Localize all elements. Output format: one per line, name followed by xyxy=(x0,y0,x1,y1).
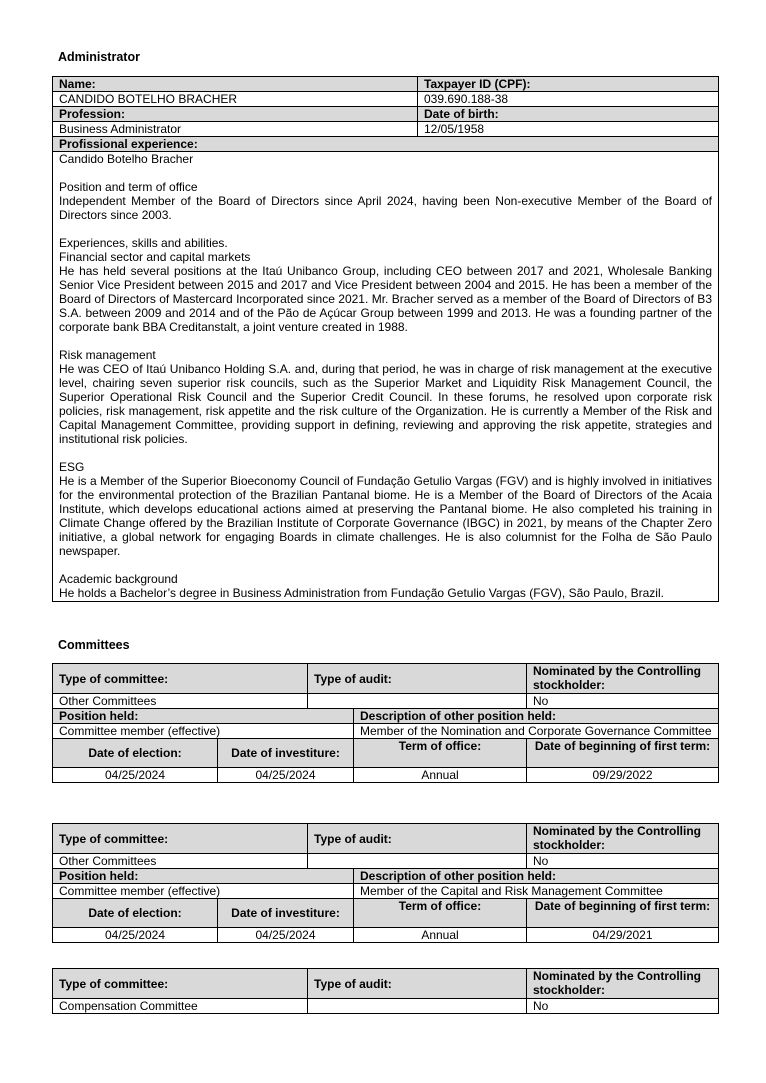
type-audit-label: Type of audit: xyxy=(308,824,527,854)
term-office-value: Annual xyxy=(354,928,527,943)
type-audit-value xyxy=(308,854,527,869)
type-committee-value: Other Committees xyxy=(53,694,308,709)
type-committee-label: Type of committee: xyxy=(53,969,308,999)
cpf-label: Taxpayer ID (CPF): xyxy=(418,77,719,92)
term-office-label: Term of office: xyxy=(354,899,527,928)
description-value: Member of the Nomination and Corporate Governance Committee xyxy=(354,724,719,739)
nominated-value: No xyxy=(527,854,719,869)
name-label: Name: xyxy=(53,77,418,92)
nominated-label: Nominated by the Controlling stockholder: xyxy=(527,664,719,694)
dob-value: 12/05/1958 xyxy=(418,122,719,137)
type-audit-label: Type of audit: xyxy=(308,664,527,694)
description-label: Description of other position held: xyxy=(354,709,719,724)
experience-paragraph: Academic background He holds a Bachelor’s degree in Business Administration from Fundação Getulio Vargas (FGV), São Paulo, Brazil. xyxy=(59,572,664,600)
position-held-value: Committee member (effective) xyxy=(53,724,354,739)
experience-text xyxy=(53,152,719,602)
type-audit-value xyxy=(308,694,527,709)
date-investiture-label: Date of investiture: xyxy=(218,739,354,768)
term-office-label: Term of office: xyxy=(354,739,527,768)
type-committee-value: Other Committees xyxy=(53,854,308,869)
committee-table xyxy=(52,968,719,1014)
date-first-term-value: 04/29/2021 xyxy=(527,928,719,943)
position-held-label: Position held: xyxy=(53,709,354,724)
nominated-label: Nominated by the Controlling stockholder: xyxy=(527,969,719,999)
nominated-value: No xyxy=(527,694,719,709)
nominated-label: Nominated by the Controlling stockholder: xyxy=(527,824,719,854)
experience-paragraph: Experiences, skills and abilities. Financial sector and capital markets He has held several positions at the Itaú Unibanco Group, including CEO between 2017 and 2021, Wholesale Banking Senior Vice President between 2015 and 2017 and Vice President between 2004 and 2015. He has been a member of the Board of Directors of Mastercard Incorporated since 2021. Mr. Bracher served as a member of the Board of Directors of B3 S.A. between 2009 and 2014 and of the Pão de Açúcar Group between 1999 and 2013. He was a founding partner of the corporate bank BBA Creditanstalt, a joint venture created in 1988. xyxy=(59,236,712,334)
nominated-value: No xyxy=(527,999,719,1014)
committee-table xyxy=(52,823,719,943)
description-value: Member of the Capital and Risk Management Committee xyxy=(354,884,719,899)
experience-paragraph: Risk management He was CEO of Itaú Unibanco Holding S.A. and, during that period, he was in charge of risk management at the executive level, chairing seven superior risk councils, such as the Superior Market and Liquidity Risk Management Council, the Superior Operational Risk Council and the Superior Credit Council. In these forums, he resolved upon corporate risk policies, risk management, risk appetite and the risk culture of the Organization. He is currently a Member of the Risk and Capital Management Committee, providing support in defining, reviewing and approving the risk appetite, strategies and institutional risk policies. xyxy=(59,348,712,446)
experience-paragraph: Position and term of office Independent Member of the Board of Directors since April 2024, having been Non-executive Member of the Board of Directors since 2003. xyxy=(59,180,712,222)
type-audit-label: Type of audit: xyxy=(308,969,527,999)
committee-table xyxy=(52,663,719,783)
date-first-term-label: Date of beginning of first term: xyxy=(527,899,719,928)
experience-label: Profissional experience: xyxy=(53,137,719,152)
experience-paragraph: Candido Botelho Bracher xyxy=(59,152,194,166)
date-election-value: 04/25/2024 xyxy=(53,928,218,943)
profession-label: Profession: xyxy=(53,107,418,122)
date-investiture-value: 04/25/2024 xyxy=(218,768,354,783)
profession-value: Business Administrator xyxy=(53,122,418,137)
term-office-value: Annual xyxy=(354,768,527,783)
type-audit-value xyxy=(308,999,527,1014)
experience-paragraph: ESG He is a Member of the Superior Bioeconomy Council of Fundação Getulio Vargas (FGV) and is highly involved in initiatives for the environmental protection of the Brazilian Pantanal biome. He is a Member of the Board of Directors of the Acaia Institute, which develops educational actions aimed at preserving the Pantanal biome. He also completed his training in Climate Change offered by the Brazilian Institute of Corporate Governance (IBGC) in 2021, by means of the Chapter Zero initiative, a global network for engaging Boards in climate challenges. He is also columnist for the Folha de São Paulo newspaper. xyxy=(59,460,712,558)
type-committee-label: Type of committee: xyxy=(53,664,308,694)
dob-label: Date of birth: xyxy=(418,107,719,122)
date-election-value: 04/25/2024 xyxy=(53,768,218,783)
administrator-table xyxy=(52,76,719,602)
type-committee-label: Type of committee: xyxy=(53,824,308,854)
date-investiture-value: 04/25/2024 xyxy=(218,928,354,943)
cpf-value: 039.690.188-38 xyxy=(418,92,719,107)
section-title-administrator: Administrator xyxy=(58,50,140,64)
position-held-label: Position held: xyxy=(53,869,354,884)
date-first-term-value: 09/29/2022 xyxy=(527,768,719,783)
date-election-label: Date of election: xyxy=(53,899,218,928)
name-value: CANDIDO BOTELHO BRACHER xyxy=(53,92,418,107)
date-first-term-label: Date of beginning of first term: xyxy=(527,739,719,768)
type-committee-value: Compensation Committee xyxy=(53,999,308,1014)
date-investiture-label: Date of investiture: xyxy=(218,899,354,928)
date-election-label: Date of election: xyxy=(53,739,218,768)
section-title-committees: Committees xyxy=(58,638,130,652)
position-held-value: Committee member (effective) xyxy=(53,884,354,899)
description-label: Description of other position held: xyxy=(354,869,719,884)
